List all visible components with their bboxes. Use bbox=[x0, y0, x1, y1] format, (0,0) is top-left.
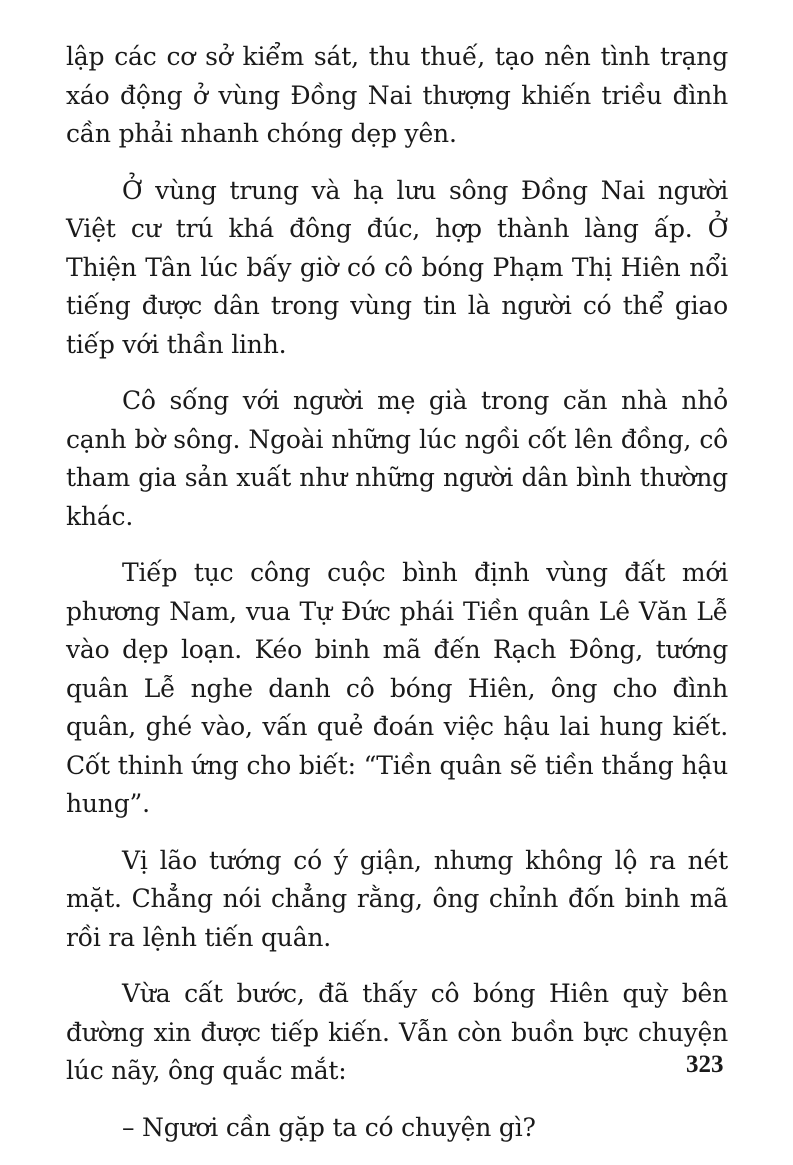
page-body bbox=[66, 38, 728, 1165]
paragraph-3: Cô sống với người mẹ già trong căn nhà nhỏ cạnh bờ sông. Ngoài những lúc ngồi cốt lên đồng, cô tham gia sản xuất như những người dân bình thường khác. bbox=[66, 386, 728, 531]
paragraph-7-dialogue: – Ngươi cần gặp ta có chuyện gì? bbox=[122, 1112, 536, 1142]
page-number: 323 bbox=[686, 1051, 724, 1078]
paragraph-6: Vừa cất bước, đã thấy cô bóng Hiên quỳ bên đường xin được tiếp kiến. Vẫn còn buồn bực chuyện lúc nãy, ông quắc mắt: bbox=[66, 979, 728, 1085]
paragraph-5: Vị lão tướng có ý giận, nhưng không lộ ra nét mặt. Chẳng nói chẳng rằng, ông chỉnh đốn binh mã rồi ra lệnh tiến quân. bbox=[66, 845, 728, 952]
paragraph-4: Tiếp tục công cuộc bình định vùng đất mới phương Nam, vua Tự Đức phái Tiền quân Lê Văn Lễ vào dẹp loạn. Kéo binh mã đến Rạch Đông, tướng quân Lễ nghe danh cô bóng Hiên, ông cho đình quân, ghé vào, vấn quẻ đoán việc hậu lai hung kiết. Cốt thinh ứng cho biết: “Tiền quân sẽ tiền thắng hậu hung”. bbox=[66, 558, 728, 818]
paragraph-1: lập các cơ sở kiểm sát, thu thuế, tạo nên tình trạng xáo động ở vùng Đồng Nai thượng khiến triều đình cần phải nhanh chóng dẹp yên. bbox=[66, 42, 728, 148]
paragraph-2: Ở vùng trung và hạ lưu sông Đồng Nai người Việt cư trú khá đông đúc, hợp thành làng ấp. Ở Thiện Tân lúc bấy giờ có cô bóng Phạm Thị Hiên nổi tiếng được dân trong vùng tin là người có thể giao tiếp với thần linh. bbox=[66, 175, 728, 359]
